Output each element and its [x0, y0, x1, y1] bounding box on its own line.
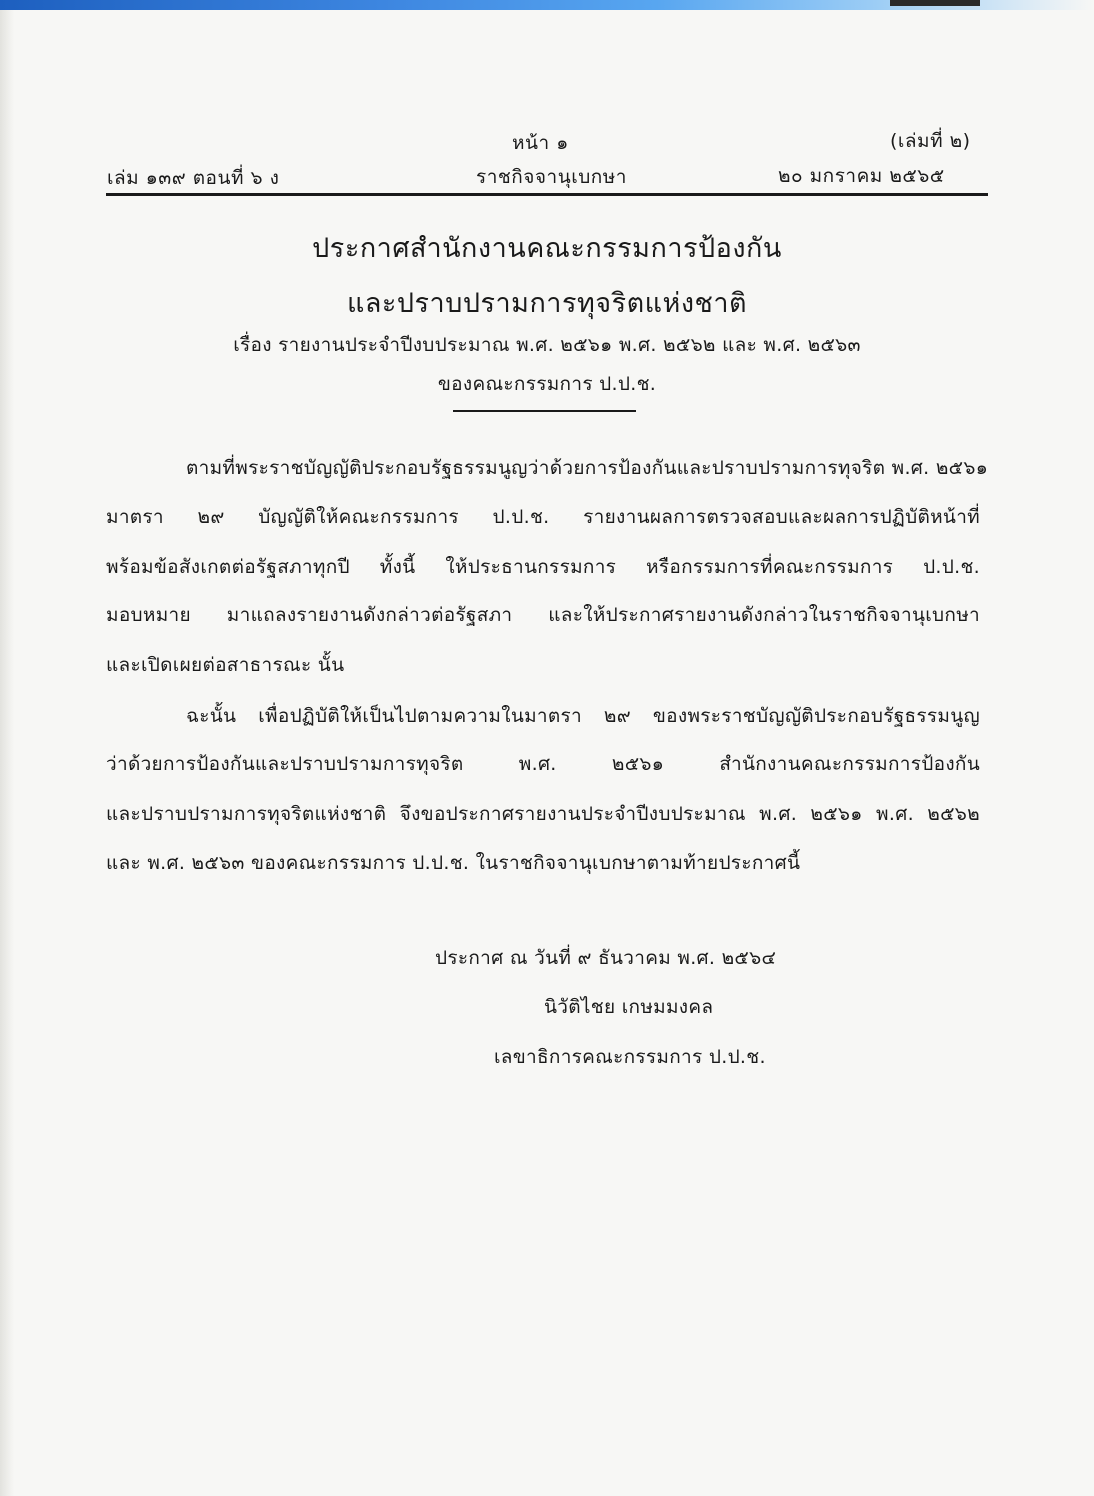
signer-position: เลขาธิการคณะกรรมการ ป.ป.ช.	[494, 1046, 766, 1068]
paragraph-line: และเปิดเผยต่อสาธารณะ นั้น	[106, 654, 345, 676]
subject-line-1: เรื่อง รายงานประจำปีงบประมาณ พ.ศ. ๒๕๖๑ พ.ศ. ๒๕๖๒ และ พ.ศ. ๒๕๖๓	[233, 334, 861, 356]
announcement-title-line-2: และปราบปรามการทุจริตแห่งชาติ	[346, 288, 748, 319]
title-divider	[453, 410, 636, 412]
paragraph-line: และปราบปรามการทุจริตแห่งชาติ จึงขอประกาศรายงานประจำปีงบประมาณ พ.ศ. ๒๕๖๑ พ.ศ. ๒๕๖๒	[106, 803, 980, 825]
header-rule	[106, 193, 988, 196]
volume-issue: เล่ม ๑๓๙ ตอนที่ ๖ ง	[107, 167, 280, 189]
announcement-title-line-1: ประกาศสำนักงานคณะกรรมการป้องกัน	[312, 233, 782, 264]
paragraph-line: พร้อมข้อสังเกตต่อรัฐสภาทุกปี ทั้งนี้ ให้ประธานกรรมการ หรือกรรมการที่คณะกรรมการ ป.ป.ช.	[106, 556, 980, 578]
paragraph-line: มาตรา ๒๙ บัญญัติให้คณะกรรมการ ป.ป.ช. รายงานผลการตรวจสอบและผลการปฏิบัติหน้าที่	[106, 506, 980, 528]
gazette-date: ๒๐ มกราคม ๒๕๖๕	[778, 165, 945, 187]
paragraph-line: ฉะนั้น เพื่อปฏิบัติให้เป็นไปตามความในมาตรา ๒๙ ของพระราชบัญญัติประกอบรัฐธรรมนูญ	[186, 705, 980, 727]
signer-name: นิวัติไชย เกษมมงคล	[544, 996, 714, 1018]
subject-line-2: ของคณะกรรมการ ป.ป.ช.	[437, 373, 657, 395]
volume-note: (เล่มที่ ๒)	[890, 130, 971, 152]
top-edge-dark-mark	[890, 0, 980, 6]
paragraph-line: ว่าด้วยการป้องกันและปราบปรามการทุจริต พ.ศ. ๒๕๖๑ สำนักงานคณะกรรมการป้องกัน	[106, 753, 980, 775]
paragraph-line: และ พ.ศ. ๒๕๖๓ ของคณะกรรมการ ป.ป.ช. ในราชกิจจานุเบกษาตามท้ายประกาศนี้	[106, 852, 801, 874]
page-number: หน้า ๑	[512, 132, 569, 154]
gazette-name: ราชกิจจานุเบกษา	[476, 166, 627, 188]
top-edge-strip	[0, 0, 1094, 10]
paragraph-line: มอบหมาย มาแถลงรายงานดังกล่าวต่อรัฐสภา และให้ประกาศรายงานดังกล่าวในราชกิจจานุเบกษา	[106, 604, 980, 626]
announcement-date: ประกาศ ณ วันที่ ๙ ธันวาคม พ.ศ. ๒๕๖๔	[435, 947, 777, 969]
paragraph-line: ตามที่พระราชบัญญัติประกอบรัฐธรรมนูญว่าด้วยการป้องกันและปราบปรามการทุจริต พ.ศ. ๒๕๖๑	[186, 457, 989, 479]
